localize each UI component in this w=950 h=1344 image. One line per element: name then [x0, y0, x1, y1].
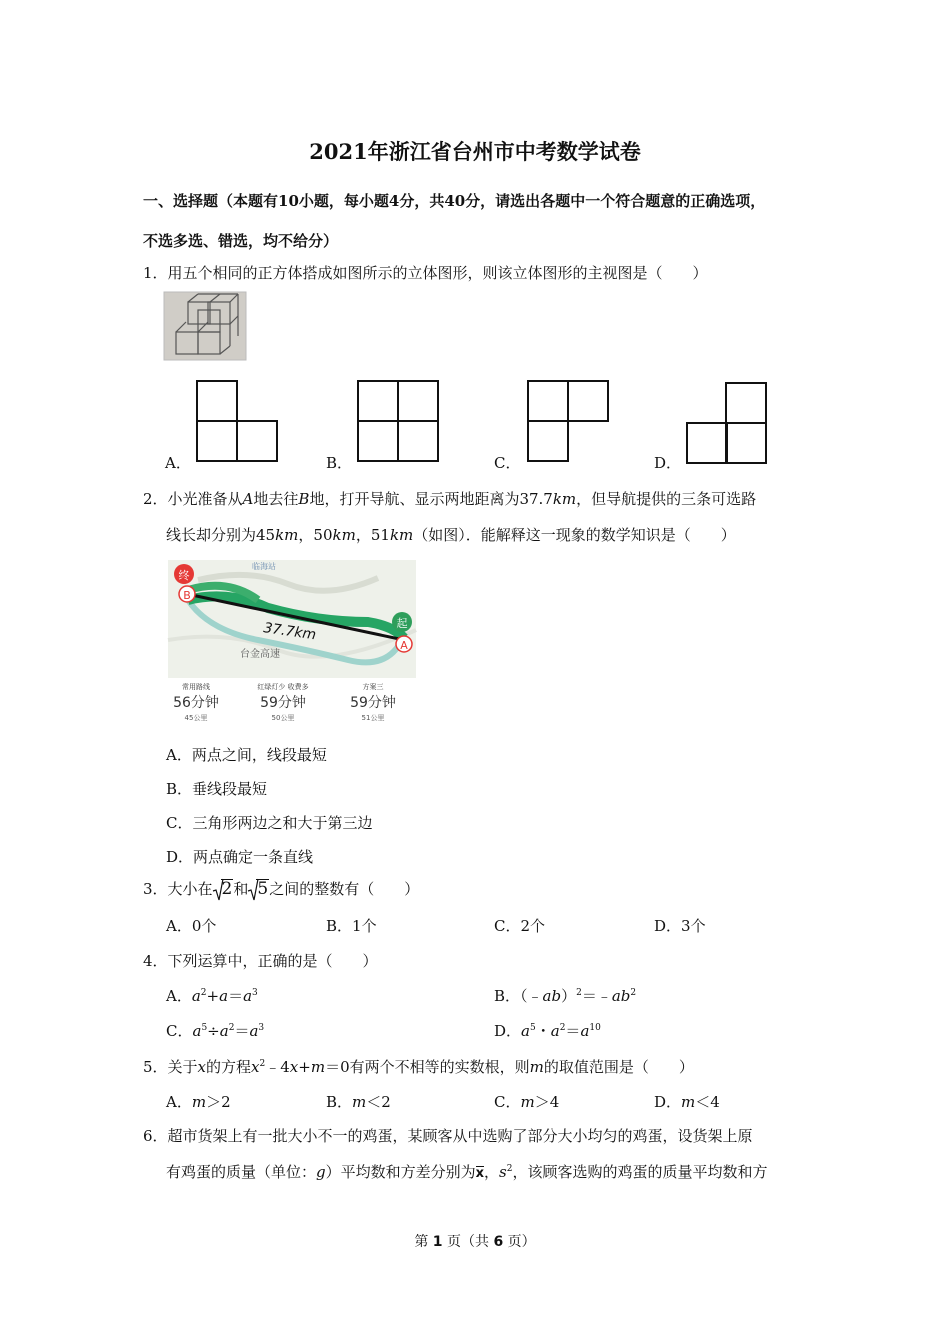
route2-dist: 50公里: [271, 714, 295, 722]
route1-dist: 45公里: [184, 714, 208, 722]
route3-label: 方案三: [362, 683, 384, 691]
map-point-b: B: [183, 589, 191, 602]
section-heading-line2: 不选多选、错选，均不给分）: [143, 232, 339, 250]
q1-option-a-label: A．: [165, 454, 191, 472]
route1-label: 常用路线: [182, 683, 210, 691]
question-1-text: 1．用五个相同的正方体搭成如图所示的立体图形，则该立体图形的主视图是（ ）: [143, 264, 708, 282]
q1-option-b-label: B．: [326, 454, 353, 472]
question-6-line2: 有鸡蛋的质量（单位：g）平均数和方差分别为x，$s^2$，该顾客选购的鸡蛋的质量平均数和方: [166, 1163, 768, 1181]
question-4-text: 4．下列运算中，正确的是（ ）: [143, 952, 378, 970]
sqrt-5: 5: [248, 879, 269, 898]
q1-option-d-figure: [686, 382, 768, 464]
q4-option-a: A．$a^2+a=a^3$: [166, 987, 258, 1005]
q5-option-c: C．m＞4: [494, 1093, 560, 1111]
question-5-text: 5．关于x的方程$x^2﹣4x+m=0$有两个不相等的实数根，则m的取值范围是（ ）: [143, 1058, 694, 1076]
q1-option-c-label: C．: [494, 454, 521, 472]
map-end-marker: 终: [178, 569, 190, 582]
q2-option-b: B．垂线段最短: [166, 780, 268, 798]
q2-option-c: C．三角形两边之和大于第三边: [166, 814, 373, 832]
q5-option-b: B．m＜2: [326, 1093, 391, 1111]
route2-label: 红绿灯少 收费多: [257, 683, 309, 691]
map-start-marker: 起: [396, 617, 408, 630]
map-road-label: 台金高速: [240, 649, 280, 660]
q1-option-d-label: D．: [654, 454, 682, 472]
q1-option-a-figure: [196, 380, 278, 462]
q5-option-a: A．m＞2: [166, 1093, 231, 1111]
page-title: 2021年浙江省台州市中考数学试卷: [309, 139, 641, 164]
question-2-line2: 线长却分别为45km，50km，51km（如图）．能解释这一现象的数学知识是（ ）: [166, 526, 736, 544]
sqrt-2: 2: [213, 879, 234, 898]
route1-time: 56分钟: [173, 695, 219, 711]
q1-option-c-figure: [527, 380, 609, 462]
map-place-label: 临海站: [252, 562, 276, 571]
q2-option-a: A．两点之间，线段最短: [166, 746, 327, 764]
q4-option-c: C．$a^5\div a^2=a^3$: [166, 1022, 265, 1040]
q1-solid-photo: [164, 292, 246, 360]
q4-option-d: D．$a^5$・$a^2=a^{10}$: [494, 1022, 601, 1040]
map-point-a: A: [400, 639, 408, 652]
page-footer: 第 1 页（共 6 页）: [414, 1234, 536, 1250]
q5-option-d: D．m＜4: [654, 1093, 720, 1111]
q4-option-b: B．$(﹣ab)^2=﹣ab^2$: [494, 987, 637, 1005]
q2-navigation-map: [168, 560, 416, 726]
map-distance-label: 37.7km: [262, 620, 318, 644]
route2-time: 59分钟: [260, 695, 306, 711]
question-3-text: 3．大小在 2和 5之间的整数有（ ）: [143, 879, 420, 899]
section-heading-line1: 一、选择题（本题有10小题，每小题4分，共40分，请选出各题中一个符合题意的正确选项，: [143, 192, 766, 210]
q2-option-d: D．两点确定一条直线: [166, 848, 314, 866]
q3-option-a: A．0个: [166, 917, 217, 935]
q3-option-d: D．3个: [654, 917, 706, 935]
q3-option-c: C．2个: [494, 917, 546, 935]
q1-option-b-figure: [357, 380, 439, 462]
q3-option-b: B．1个: [326, 917, 377, 935]
question-6-line1: 6．超市货架上有一批大小不一的鸡蛋，某顾客从中选购了部分大小均匀的鸡蛋，设货架上原: [143, 1127, 753, 1145]
route3-time: 59分钟: [350, 695, 396, 711]
route3-dist: 51公里: [361, 714, 385, 722]
question-2-line1: 2．小光准备从A地去往B地，打开导航、显示两地距离为37.7km，但导航提供的三条可选路: [143, 490, 757, 508]
